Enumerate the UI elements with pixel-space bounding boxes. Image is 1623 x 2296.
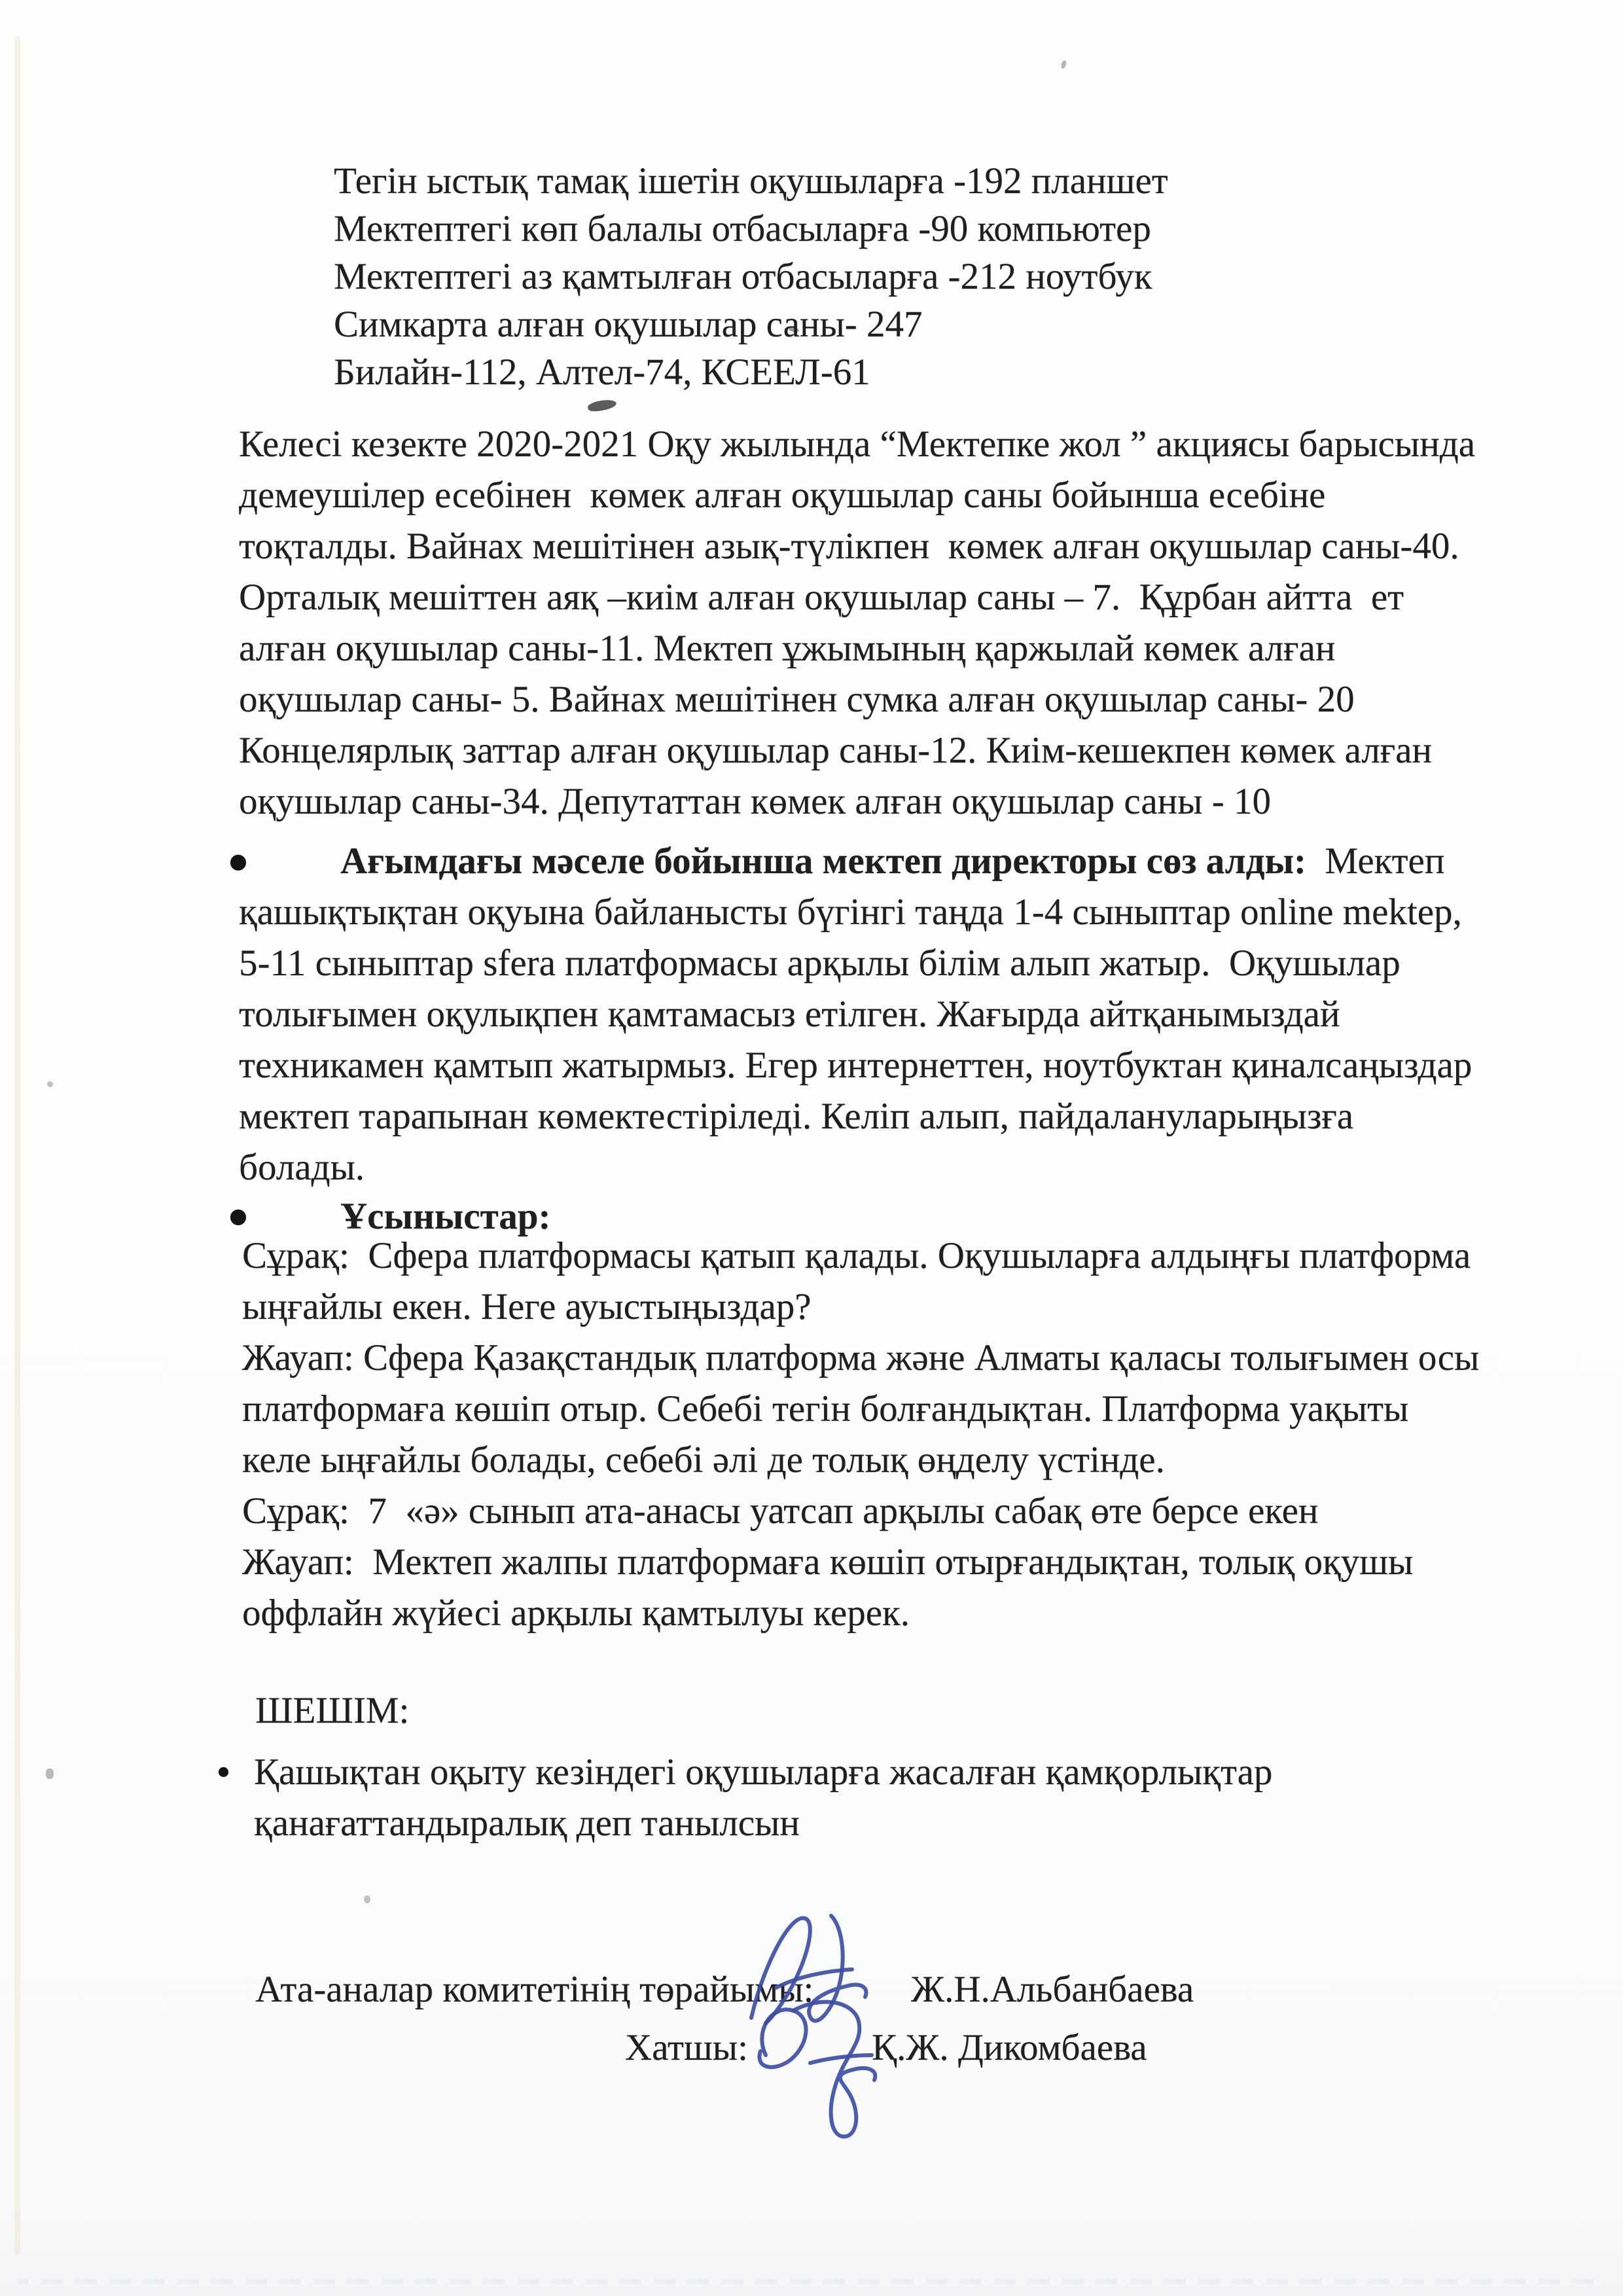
suggestions-heading: Ұсыныстар: (340, 1196, 551, 1237)
decision-line: Қашықтан оқыту кезіндегі оқушыларға жасалған қамқорлықтар (254, 1751, 1273, 1793)
agenda-line: толығымен оқулықпен қамтамасыз етілген. Жағырда айтқанымыздай (239, 994, 1340, 1035)
decision-heading-block (255, 1685, 409, 1736)
agenda-line: қашықтықтан оқуына байланысты бүгінгі таңда 1-4 сыныптар online mektep, (239, 891, 1462, 933)
paragraph-line: оқушылар саны-34. Депутаттан көмек алған оқушылар саны - 10 (239, 781, 1271, 822)
decision-line: қанағаттандыралық деп танылсын (254, 1803, 800, 1844)
agenda-line: мектеп тарапынан көмектестіріледі. Келіп алып, пайдалануларыңызға (239, 1096, 1354, 1137)
scan-speck (47, 1081, 53, 1087)
agenda-heading-rest: Мектеп (1306, 840, 1445, 882)
qa-line: Сұрақ: 7 «ә» сынып ата-анасы уатсап арқылы сабақ өте берсе екен (242, 1490, 1319, 1532)
agenda-item (239, 836, 1472, 1193)
paragraph-line: алған оқушылар саны-11. Мектеп ұжымының қаржылай көмек алған (239, 628, 1336, 669)
signature-label-chair: Ата-аналар комитетінің төрайымы: (255, 1969, 814, 2010)
list-line: Симкарта алған оқушылар саны- 247 (334, 304, 923, 345)
qa-block (242, 1230, 1479, 1639)
qa-line: Сұрақ: Сфера платформасы қатып қалады. Оқушыларға алдыңғы платформа (242, 1235, 1471, 1276)
qa-line: оффлайн жүйесі арқылы қамтылуы керек. (242, 1592, 910, 1634)
agenda-line: 5-11 сыныптар sfera платформасы арқылы білім алып жатыр. Оқушылар (239, 942, 1400, 984)
agenda-line: техникамен қамтып жатырмыз. Егер интернеттен, ноутбуктан қиналсаңыздар (239, 1045, 1472, 1086)
ink-smudge (587, 398, 617, 412)
aid-list-block (334, 157, 1168, 396)
bullet-icon (230, 1210, 246, 1225)
decision-heading: ШЕШІМ: (255, 1690, 410, 1731)
qa-line: келе ыңғайлы болады, себебі әлі де толық өңделу үстінде. (242, 1439, 1165, 1480)
signature-label-secretary: Хатшы: (625, 2027, 748, 2068)
scan-bottom-edge (18, 2279, 1602, 2284)
qa-line: Жауап: Мектеп жалпы платформаға көшіп отырғандықтан, толық оқушы (242, 1541, 1414, 1583)
list-line: Билайн-112, Алтел-74, КСЕЕЛ-61 (334, 351, 870, 393)
list-line: Тегін ыстық тамақ ішетін оқушыларға -192 планшет (334, 160, 1168, 202)
bullet-icon (219, 1767, 228, 1777)
paragraph-line: тоқталды. Вайнах мешітінен азық-түлікпен көмек алған оқушылар саны-40. (239, 526, 1459, 567)
signature-name-secretary: Қ.Ж. Дикомбаева (872, 2027, 1147, 2068)
scan-speck (46, 1768, 54, 1779)
agenda-line: болады. (239, 1147, 365, 1188)
list-line: Мектептегі аз қамтылған отбасыларға -212 ноутбук (334, 256, 1152, 297)
paragraph-line: Келесі кезекте 2020-2021 Оқу жылында “Мектепке жол ” акциясы барысында (239, 423, 1476, 465)
decision-item (254, 1747, 1272, 1849)
list-line: Мектептегі көп балалы отбасыларға -90 компьютер (334, 208, 1151, 249)
scan-speck (1060, 60, 1067, 69)
report-paragraph (239, 419, 1475, 827)
paragraph-line: Орталық мешіттен аяқ –киім алған оқушылар саны – 7. Құрбан айтта ет (239, 577, 1404, 618)
qa-line: ыңғайлы екен. Неге ауыстыңыздар? (242, 1286, 812, 1327)
paragraph-line: оқушылар саны- 5. Вайнах мешітінен сумка алған оқушылар саны- 20 (239, 679, 1355, 720)
qa-line: платформаға көшіп отыр. Себебі тегін болғандықтан. Платформа уақыты (242, 1388, 1409, 1429)
agenda-heading: Ағымдағы мәселе бойынша мектеп директоры сөз алды: (340, 840, 1306, 882)
paragraph-line: Концелярлық заттар алған оқушылар саны-12. Киім-кешекпен көмек алған (239, 730, 1432, 771)
scan-left-edge (14, 36, 20, 2255)
scan-speck (364, 1895, 370, 1903)
paragraph-line: демеушілер есебінен көмек алған оқушылар саны бойынша есебіне (239, 475, 1326, 516)
qa-line: Жауап: Сфера Қазақстандық платформа және Алматы қаласы толығымен осы (242, 1337, 1480, 1378)
signature-name-chair: Ж.Н.Альбанбаева (911, 1969, 1194, 2010)
agenda-heading-line (239, 836, 1472, 887)
